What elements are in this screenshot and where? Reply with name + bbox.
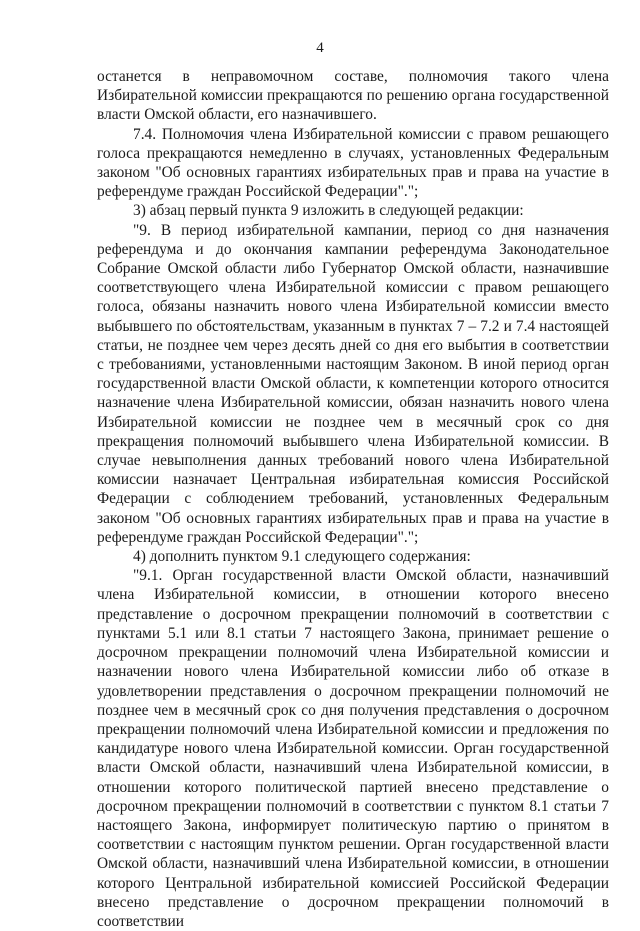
document-body — [97, 67, 609, 931]
paragraph-amendment-3: 3) абзац первый пункта 9 изложить в следующей редакции: — [133, 202, 524, 220]
page-number: 4 — [316, 40, 324, 56]
paragraph-9-1: "9.1. Орган государственной власти Омской области, назначивший члена Избирательной комиссии, в отношении которого внесено представление о досрочном прекращении полномочий в соответствии с пунктами 5.1 или 8.1 статьи 7 настоящего Закона, принимает решение о досрочном прекращении полномочий члена Избирательной комиссии и назначении нового члена Избирательной комиссии либо об отказе в удовлетворении представления о досрочном прекращении полномочий не позднее чем в месячный срок со дня получения представления о досрочном прекращении полномочий члена Избирательной комиссии и предложения по кандидатуре нового члена Избирательной комиссии. Орган государственной власти Омской области, назначивший члена Избирательной комиссии, в отношении которого политической партией внесено представление о досрочном прекращении полномочий в соответствии с пунктом 8.1 статьи 7 настоящего Закона, информирует политическую партию о принятом в соответствии с настоящим пунктом решении. Орган государственной власти Омской области, назначивший члена Избирательной комиссии, в отношении которого Центральной избирательной комиссией Российской Федерации внесено представление о досрочном прекращении полномочий в соответствии — [97, 567, 609, 930]
paragraph-continuation: останется в неправомочном составе, полномочия такого члена Избирательной комиссии прекращаются по решению органа государственной власти Омской области, его назначившего. — [97, 68, 609, 124]
paragraph-7-4: 7.4. Полномочия члена Избирательной комиссии с правом решающего голоса прекращаются немедленно в случаях, установленных Федеральным законом "Об основных гарантиях избирательных прав и права на участие в референдуме граждан Российской Федерации"."; — [97, 125, 609, 201]
paragraph-amendment-4: 4) дополнить пунктом 9.1 следующего содержания: — [133, 548, 471, 566]
paragraph-9: "9. В период избирательной кампании, период со дня назначения референдума и до окончания кампании референдума Законодательное Собрание Омской области либо Губернатор Омской области, назначившие соответствующего члена Избирательной комиссии с правом решающего голоса, обязаны назначить нового члена Избирательной комиссии вместо выбывшего по обстоятельствам, указанным в пунктах 7 – 7.2 и 7.4 настоящей статьи, не позднее чем через десять дней со дня его выбытия в соответствии с требованиями, установленными настоящим Законом. В иной период орган государственной власти Омской области, к компетенции которого относится назначение члена Избирательной комиссии, обязан назначить нового члена Избирательной комиссии не позднее чем в месячный срок со дня прекращения полномочий выбывшего члена Избирательной комиссии. В случае невыполнения данных требований нового члена Избирательной комиссии назначает Центральная избирательная комиссия Российской Федерации с соблюдением требований, установленных Федеральным законом "Об основных гарантиях избирательных прав и права на участие в референдуме граждан Российской Федерации"."; — [97, 221, 609, 546]
